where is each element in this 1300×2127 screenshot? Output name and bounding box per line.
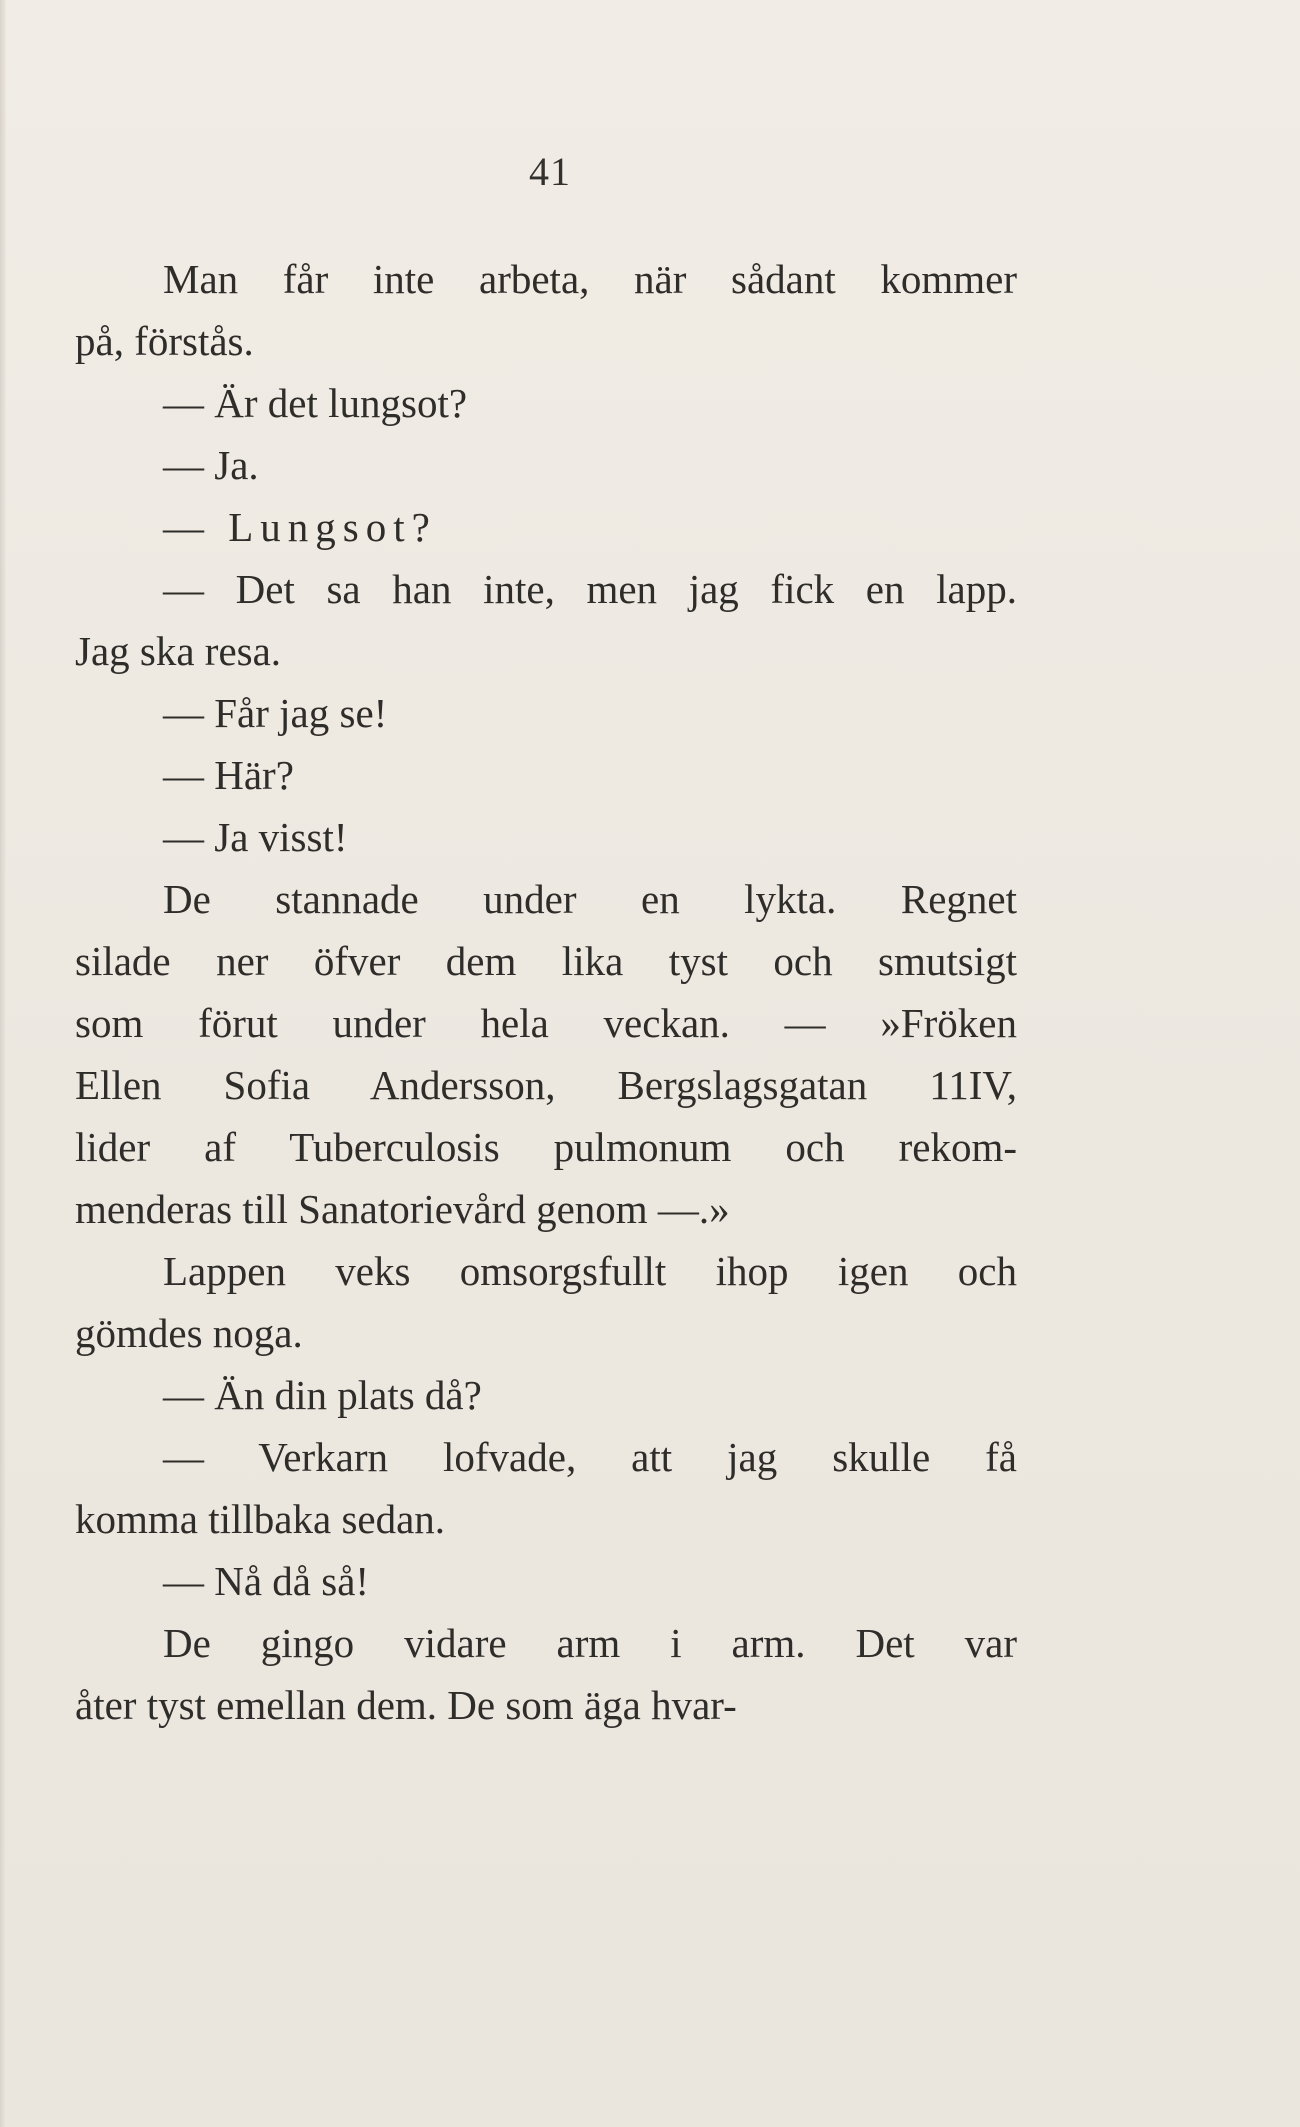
text-line: — Än din plats då? [163,1372,482,1418]
text-line: lider af Tuberculosis pulmonum och rekom- [75,1124,1017,1170]
text-line: Man får inte arbeta, när sådant kommer [163,256,1017,302]
page-edge-shadow [0,0,6,2127]
text-line: — Ja visst! [163,814,348,860]
text-line: De stannade under en lykta. Regnet [163,876,1017,922]
text-line: — Det sa han inte, men jag fick en lapp. [163,566,1017,612]
text-line: — Nå då så! [163,1558,370,1604]
text-line: gömdes noga. [75,1310,303,1356]
text-line: Lappen veks omsorgsfullt ihop igen och [163,1248,1017,1294]
text-line: silade ner öfver dem lika tyst och smutsigt [75,938,1017,984]
text-line: — Ja. [163,442,259,488]
text-line: — Får jag se! [163,690,388,736]
text-line: De gingo vidare arm i arm. Det var [163,1620,1017,1666]
text-line: åter tyst emellan dem. De som äga hvar- [75,1682,737,1728]
text-line: — Lungsot? [163,504,437,550]
text-line: — Här? [163,752,294,798]
text-line: på, förstås. [75,318,254,364]
text-line: — Verkarn lofvade, att jag skulle få [163,1434,1017,1480]
text-line: Jag ska resa. [75,628,282,674]
text-line: menderas till Sanatorievård genom —.» [75,1186,730,1232]
body-text [75,248,1017,1736]
text-line: Ellen Sofia Andersson, Bergslagsgatan 11IV, [75,1062,1017,1108]
text-line: komma tillbaka sedan. [75,1496,446,1542]
page-number: 41 [529,149,571,194]
text-line: — Är det lungsot? [163,380,468,426]
text-line: som förut under hela veckan. — »Fröken [75,1000,1017,1046]
